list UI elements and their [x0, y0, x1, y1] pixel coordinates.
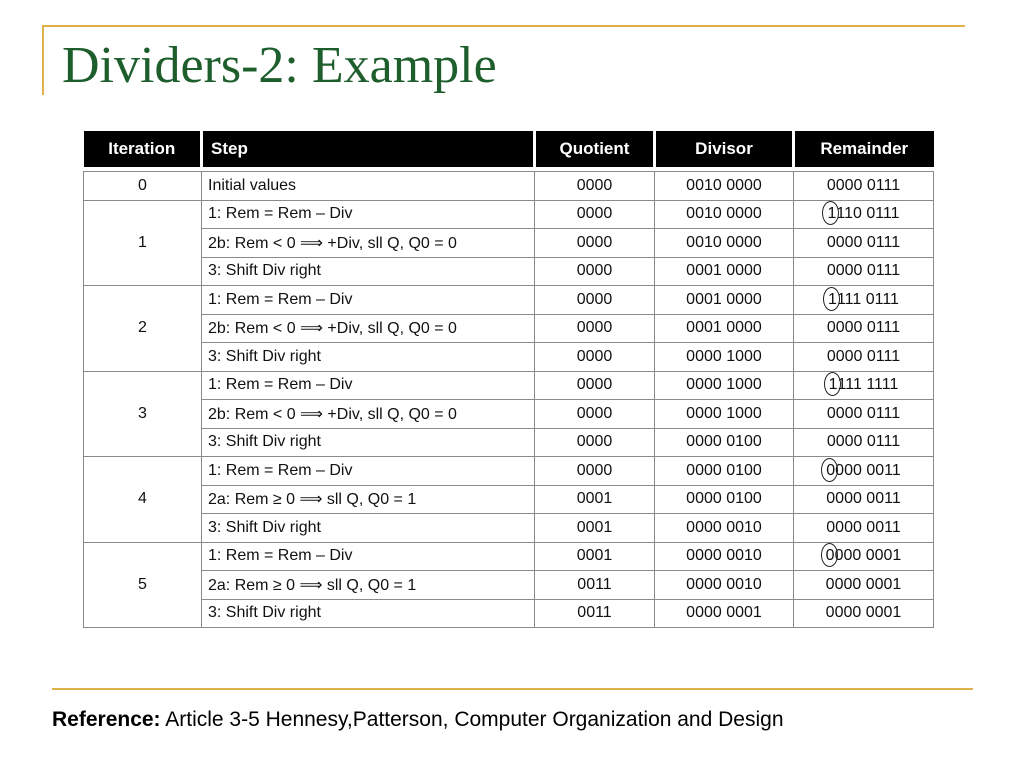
quotient-cell: 0000 — [535, 229, 655, 258]
remainder-cell: 0000 0111 — [794, 257, 934, 286]
quotient-cell: 0001 — [535, 542, 655, 571]
table-row — [84, 286, 934, 315]
divisor-cell: 0000 0010 — [655, 514, 794, 543]
slide-title: Dividers-2: Example — [62, 37, 497, 94]
table-header-row — [84, 131, 934, 167]
quotient-cell: 0000 — [535, 400, 655, 429]
remainder-cell: 0000 0111 — [794, 343, 934, 372]
table-row — [84, 257, 934, 286]
step-cell: 2b: Rem < 0 ⟹ +Div, sll Q, Q0 = 0 — [202, 314, 535, 343]
divisor-cell: 0010 0000 — [655, 172, 794, 201]
bottom-accent-rule — [52, 688, 973, 690]
left-accent-rule — [42, 25, 44, 95]
circled-sign-bit: 1 — [828, 290, 837, 308]
remainder-rest: 110 0111 — [836, 205, 900, 223]
table-row — [84, 514, 934, 543]
step-cell: 2a: Rem ≥ 0 ⟹ sll Q, Q0 = 1 — [202, 571, 535, 600]
step-cell: 3: Shift Div right — [202, 514, 535, 543]
reference-text: Article 3-5 Hennesy,Patterson, Computer Organization and Design — [160, 708, 784, 731]
step-cell: Initial values — [202, 172, 535, 201]
step-cell: 3: Shift Div right — [202, 343, 535, 372]
divisor-cell: 0000 0010 — [655, 571, 794, 600]
step-cell: 3: Shift Div right — [202, 599, 535, 628]
divisor-cell: 0000 1000 — [655, 343, 794, 372]
divisor-cell: 0000 0100 — [655, 428, 794, 457]
reference-label: Reference: — [52, 708, 161, 731]
header-divisor: Divisor — [655, 131, 794, 167]
divisor-cell: 0001 0000 — [655, 257, 794, 286]
divisor-cell: 0001 0000 — [655, 314, 794, 343]
divisor-cell: 0000 0001 — [655, 599, 794, 628]
divisor-cell: 0000 1000 — [655, 371, 794, 400]
table-row — [84, 314, 934, 343]
remainder-cell: 0000 0011 — [794, 485, 934, 514]
remainder-rest: 111 0111 — [836, 290, 899, 308]
header-iteration: Iteration — [84, 131, 202, 167]
remainder-rest: 111 1111 — [837, 376, 899, 394]
step-cell: 1: Rem = Rem – Div — [202, 286, 535, 315]
reference-note — [52, 708, 784, 732]
table-row — [84, 542, 934, 571]
step-cell: 3: Shift Div right — [202, 428, 535, 457]
iteration-cell: 5 — [84, 542, 202, 628]
divisor-cell: 0001 0000 — [655, 286, 794, 315]
division-table — [83, 131, 933, 628]
divisor-cell: 0000 1000 — [655, 400, 794, 429]
remainder-cell: 0000 0111 — [794, 314, 934, 343]
quotient-cell: 0000 — [535, 314, 655, 343]
quotient-cell: 0000 — [535, 172, 655, 201]
table-row — [84, 371, 934, 400]
table-row — [84, 400, 934, 429]
step-cell: 2b: Rem < 0 ⟹ +Div, sll Q, Q0 = 0 — [202, 400, 535, 429]
remainder-cell: 0000 0011 — [794, 514, 934, 543]
step-cell: 3: Shift Div right — [202, 257, 535, 286]
header-step: Step — [202, 131, 535, 167]
remainder-cell: 0000 0111 — [794, 428, 934, 457]
divisor-cell: 0000 0100 — [655, 485, 794, 514]
iteration-cell: 4 — [84, 457, 202, 543]
remainder-rest: 000 0001 — [834, 547, 902, 565]
step-cell: 1: Rem = Rem – Div — [202, 200, 535, 229]
circled-sign-bit: 1 — [828, 376, 838, 394]
table-row — [84, 172, 934, 201]
quotient-cell: 0001 — [535, 485, 655, 514]
circled-sign-bit: 1 — [827, 205, 837, 223]
iteration-cell: 0 — [84, 172, 202, 201]
quotient-cell: 0000 — [535, 257, 655, 286]
quotient-cell: 0011 — [535, 599, 655, 628]
header-quotient: Quotient — [535, 131, 655, 167]
quotient-cell: 0000 — [535, 200, 655, 229]
remainder-cell — [794, 286, 934, 315]
remainder-cell: 0000 0001 — [794, 599, 934, 628]
table-row — [84, 457, 934, 486]
table-row — [84, 229, 934, 258]
divisor-cell: 0010 0000 — [655, 229, 794, 258]
quotient-cell: 0000 — [535, 428, 655, 457]
top-accent-rule — [42, 25, 965, 27]
remainder-cell: 0000 0111 — [794, 229, 934, 258]
iteration-cell: 2 — [84, 286, 202, 372]
quotient-cell: 0000 — [535, 457, 655, 486]
divisor-cell: 0010 0000 — [655, 200, 794, 229]
quotient-cell: 0000 — [535, 371, 655, 400]
table-row — [84, 343, 934, 372]
table-row — [84, 571, 934, 600]
quotient-cell: 0011 — [535, 571, 655, 600]
table-row — [84, 599, 934, 628]
remainder-cell — [794, 200, 934, 229]
header-remainder: Remainder — [794, 131, 934, 167]
table-row — [84, 428, 934, 457]
quotient-cell: 0001 — [535, 514, 655, 543]
table-row — [84, 485, 934, 514]
remainder-rest: 000 0011 — [835, 461, 901, 479]
quotient-cell: 0000 — [535, 286, 655, 315]
remainder-cell: 0000 0001 — [794, 571, 934, 600]
step-cell: 1: Rem = Rem – Div — [202, 371, 535, 400]
remainder-cell: 0000 0111 — [794, 172, 934, 201]
iteration-cell: 1 — [84, 200, 202, 286]
circled-sign-bit: 0 — [825, 547, 835, 565]
divisor-cell: 0000 0100 — [655, 457, 794, 486]
divisor-cell: 0000 0010 — [655, 542, 794, 571]
quotient-cell: 0000 — [535, 343, 655, 372]
remainder-cell — [794, 371, 934, 400]
step-cell: 1: Rem = Rem – Div — [202, 457, 535, 486]
step-cell: 2a: Rem ≥ 0 ⟹ sll Q, Q0 = 1 — [202, 485, 535, 514]
step-cell: 2b: Rem < 0 ⟹ +Div, sll Q, Q0 = 0 — [202, 229, 535, 258]
table-row — [84, 200, 934, 229]
remainder-cell — [794, 457, 934, 486]
remainder-cell: 0000 0111 — [794, 400, 934, 429]
iteration-cell: 3 — [84, 371, 202, 457]
circled-sign-bit: 0 — [826, 461, 836, 479]
remainder-cell — [794, 542, 934, 571]
step-cell: 1: Rem = Rem – Div — [202, 542, 535, 571]
